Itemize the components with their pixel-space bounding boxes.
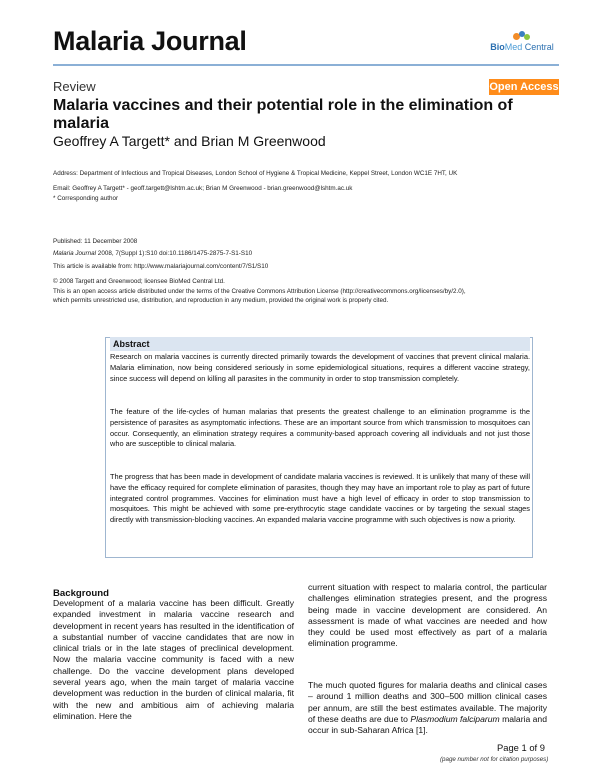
- journal-title: Malaria Journal: [53, 26, 247, 56]
- header-rule: [53, 64, 559, 66]
- logo-central: Central: [522, 42, 554, 52]
- body-left-column: Development of a malaria vaccine has been difficult. Greatly expanded investment in malaria vaccine research and development in recent years has resulted in the identification of a substantial number of vaccine candidates that are now in clinical trials or in the late stages of preclinical development. Now the malaria vaccine community is faced with a new challenge. Do the vaccine development plans developed several years ago, when the main target of malaria vaccine development was reduction in the burden of clinical malaria, fit with the new and ambitious aim of achieving malaria elimination. Here the: [53, 598, 294, 721]
- copyright-line: © 2008 Targett and Greenwood; licensee BioMed Central Ltd.: [53, 278, 225, 285]
- biomed-central-logo: [486, 31, 558, 52]
- corresponding-author-note: * Corresponding author: [53, 195, 119, 202]
- citation-journal: Malaria Journal: [53, 250, 97, 257]
- body-right-text-b: malaria and occur in sub-Saharan Africa [1].: [308, 713, 547, 736]
- open-access-badge: Open Access: [489, 81, 559, 93]
- body-right-paragraph-2: [308, 680, 547, 736]
- authors: Geoffrey A Targett* and Brian M Greenwood: [53, 133, 326, 149]
- published-date: Published: 11 December 2008: [53, 238, 138, 245]
- body-right-paragraph-1: current situation with respect to malaria control, the particular challenges elimination strategies present, and the progress being made in vaccine development are considered. An assessment is made of what vaccines are needed and how they could be used most effectively as part of a malaria elimination programme.: [308, 582, 547, 649]
- citation-details: 2008, 7(Suppl 1):S10 doi:10.1186/1475-2875-7-S1-S10: [96, 250, 253, 257]
- logo-bio: Bio: [490, 42, 505, 52]
- article-title: Malaria vaccines and their potential role in the elimination of malaria: [53, 97, 513, 132]
- body-right-text-a: The much quoted figures for malaria deaths and clinical cases – around 1 million deaths and 300–500 million clinical cases per annum, are still the best estimates available. The majority of these deaths are due to: [308, 680, 547, 724]
- page-number: Page 1 of 9: [497, 742, 545, 753]
- background-heading: Background: [53, 588, 109, 599]
- license-line-2: which permits unrestricted use, distribution, and reproduction in any medium, provided the original work is properly cited.: [53, 297, 389, 304]
- address-line: Address: Department of Infectious and Tropical Diseases, London School of Hygiene & Tropical Medicine, Keppel Street, London WC1E 7HT, UK: [53, 170, 458, 177]
- abstract-paragraph-2: The feature of the life-cycles of human malarias that presents the greatest challenge to an elimination programme is the persistence of parasites as asymptomatic infections. These are an important source from which transmission to mosquitoes can occur. Consequently, an elimination strategy requires a community-based approach covering all individuals and not just those who are susceptible to clinical malaria.: [110, 407, 530, 449]
- article-type-label: Review: [53, 79, 96, 94]
- page-number-note: (page number not for citation purposes): [440, 756, 549, 763]
- abstract-paragraph-1: Research on malaria vaccines is currently directed primarily towards the development of vaccines that prevent clinical malaria. Malaria elimination, now being considered seriously in some epidemiological situations, requires a different vaccine strategy, since success will depend on killing all parasites in the community in order to stop transmission completely.: [110, 352, 530, 383]
- email-line[interactable]: Email: Geoffrey A Targett* - geoff.targett@lshtm.ac.uk; Brian M Greenwood - brian.greenwood@lshtm.ac.uk: [53, 185, 353, 192]
- logo-med: Med: [504, 42, 523, 52]
- abstract-paragraph-3: The progress that has been made in development of candidate malaria vaccines is reviewed. It is unlikely that many of these will have the efficacy required for complete elimination of parasites, though they may have an important role to play as part of future integrated control programmes. Vaccines for elimination must have a high level of efficacy in order to stop transmission to mosquitoes. This might be achieved with some pre-erythrocytic stage candidate vaccines or by targeting the sexual stages directly with transmission-blocking vaccines. An expanded malaria vaccine programme with such objectives is now a priority.: [110, 472, 530, 525]
- citation-line: [53, 249, 252, 258]
- abstract-heading: Abstract: [110, 337, 530, 351]
- article-url[interactable]: This article is available from: http://www.malariajournal.com/content/7/S1/S10: [53, 263, 269, 270]
- license-line-1[interactable]: This is an open access article distributed under the terms of the Creative Commons Attribution License (http://creativecommons.org/licenses/by/2.0),: [53, 288, 466, 295]
- logo-mark-icon: [513, 31, 531, 41]
- species-name: Plasmodium falciparum: [410, 713, 500, 724]
